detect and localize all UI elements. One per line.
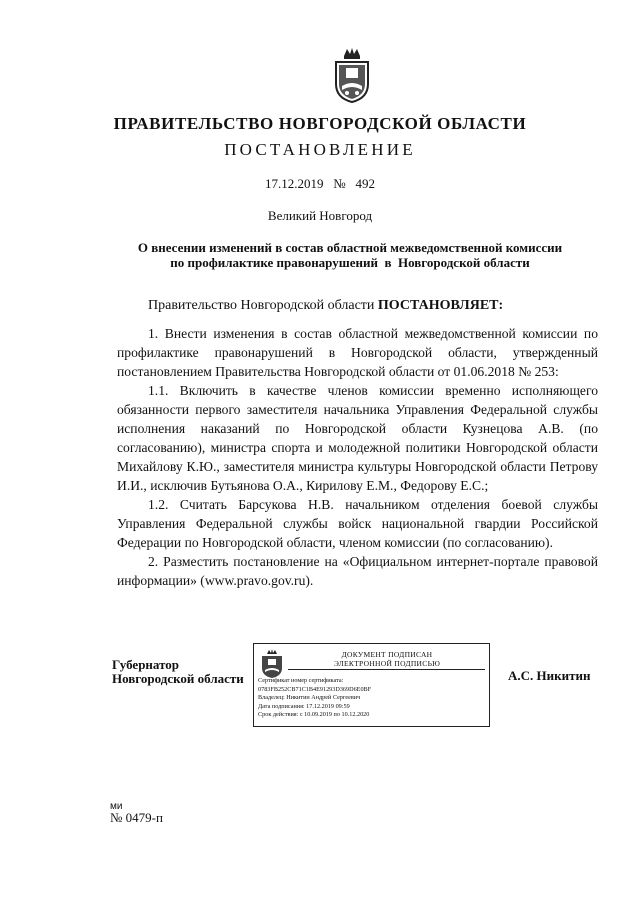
city: Великий Новгород [267,208,373,223]
stamp-owner: Владелец: Никитин Андрей Сергеевич [258,694,361,702]
government-title: ПРАВИТЕЛЬСТВО НОВГОРОДСКОЙ ОБЛАСТИ [113,114,527,133]
decree-lead [148,298,503,314]
paragraph-1: 1. Внести изменения в состав областной межведомственной комиссии по профилактике правонарушений в Новгородской области, утвержденный постановлением Правительства Новгородской области от 01.06.2018 № 253: [117,326,598,379]
signer-name: А.С. Никитин [508,668,591,683]
signer-position-line-1: Губернатор [112,657,180,672]
stamp-title-line-1: ДОКУМЕНТ ПОДПИСАН [341,650,433,659]
coat-of-arms-emblem [330,46,374,104]
decree-verb: ПОСТАНОВЛЯЕТ: [377,298,504,313]
decree-lead-text: Правительство Новгородской области [148,298,378,313]
number-sign: № [333,176,346,191]
stamp-cert-label: Сертификат номер сертификата: [258,677,344,684]
signer-position-line-2: Новгородской области [112,671,244,686]
executor-initials: ми [110,801,123,812]
document-date-number [0,176,640,192]
stamp-details [258,677,486,720]
stamp-emblem-icon [259,649,285,679]
stamp-validity: Срок действия: с 10.09.2019 по 10.12.2020 [258,711,370,719]
electronic-signature-stamp [253,643,490,727]
stamp-cert-number: 0783FB252CB71C1B4E91293D369D6E0BF [258,685,372,693]
subject-line-1: О внесении изменений в состав областной межведомственной комиссии [137,240,563,255]
registration-number: № 0479-п [110,810,163,825]
stamp-title-line-2: ЭЛЕКТРОННОЙ ПОДПИСЬЮ [333,659,441,668]
paragraph-1-2: 1.2. Считать Барсукова Н.В. начальником отделения боевой службы Управления Федеральной службы войск национальной гвардии Российской Федерации по Новгородской области, членом комиссии (по согласованию). [117,497,598,550]
paragraph-2: 2. Разместить постановление на «Официальном интернет-портале правовой информации» (www.pravo.gov.ru). [117,554,598,588]
stamp-signed-date: Дата подписания: 17.12.2019 09:59 [258,702,350,710]
stamp-divider [288,669,485,670]
signer-position [112,658,244,686]
document-subject [100,240,600,270]
subject-line-2: по профилактике правонарушений в Новгородской области [170,255,530,270]
stamp-title [292,650,482,668]
document-body [117,324,598,590]
document-date: 17.12.2019 [265,176,324,191]
document-type: ПОСТАНОВЛЕНИЕ [224,140,416,159]
document-number: 492 [355,176,375,191]
paragraph-1-1: 1.1. Включить в качестве членов комиссии временно исполняющего обязанности первого заместителя начальника Управления Федеральной службы исполнения наказаний по Новгородской области Кузнецова А.В. (по согласованию), министра спорта и молодежной политики Новгородской области Михайлову К.Ю., заместителя министра культуры Новгородской области Петрову И.И., исключив Бутьянова О.А., Кирилову Е.М., Федорову Е.С.; [117,383,598,493]
footer-reference [110,801,163,823]
